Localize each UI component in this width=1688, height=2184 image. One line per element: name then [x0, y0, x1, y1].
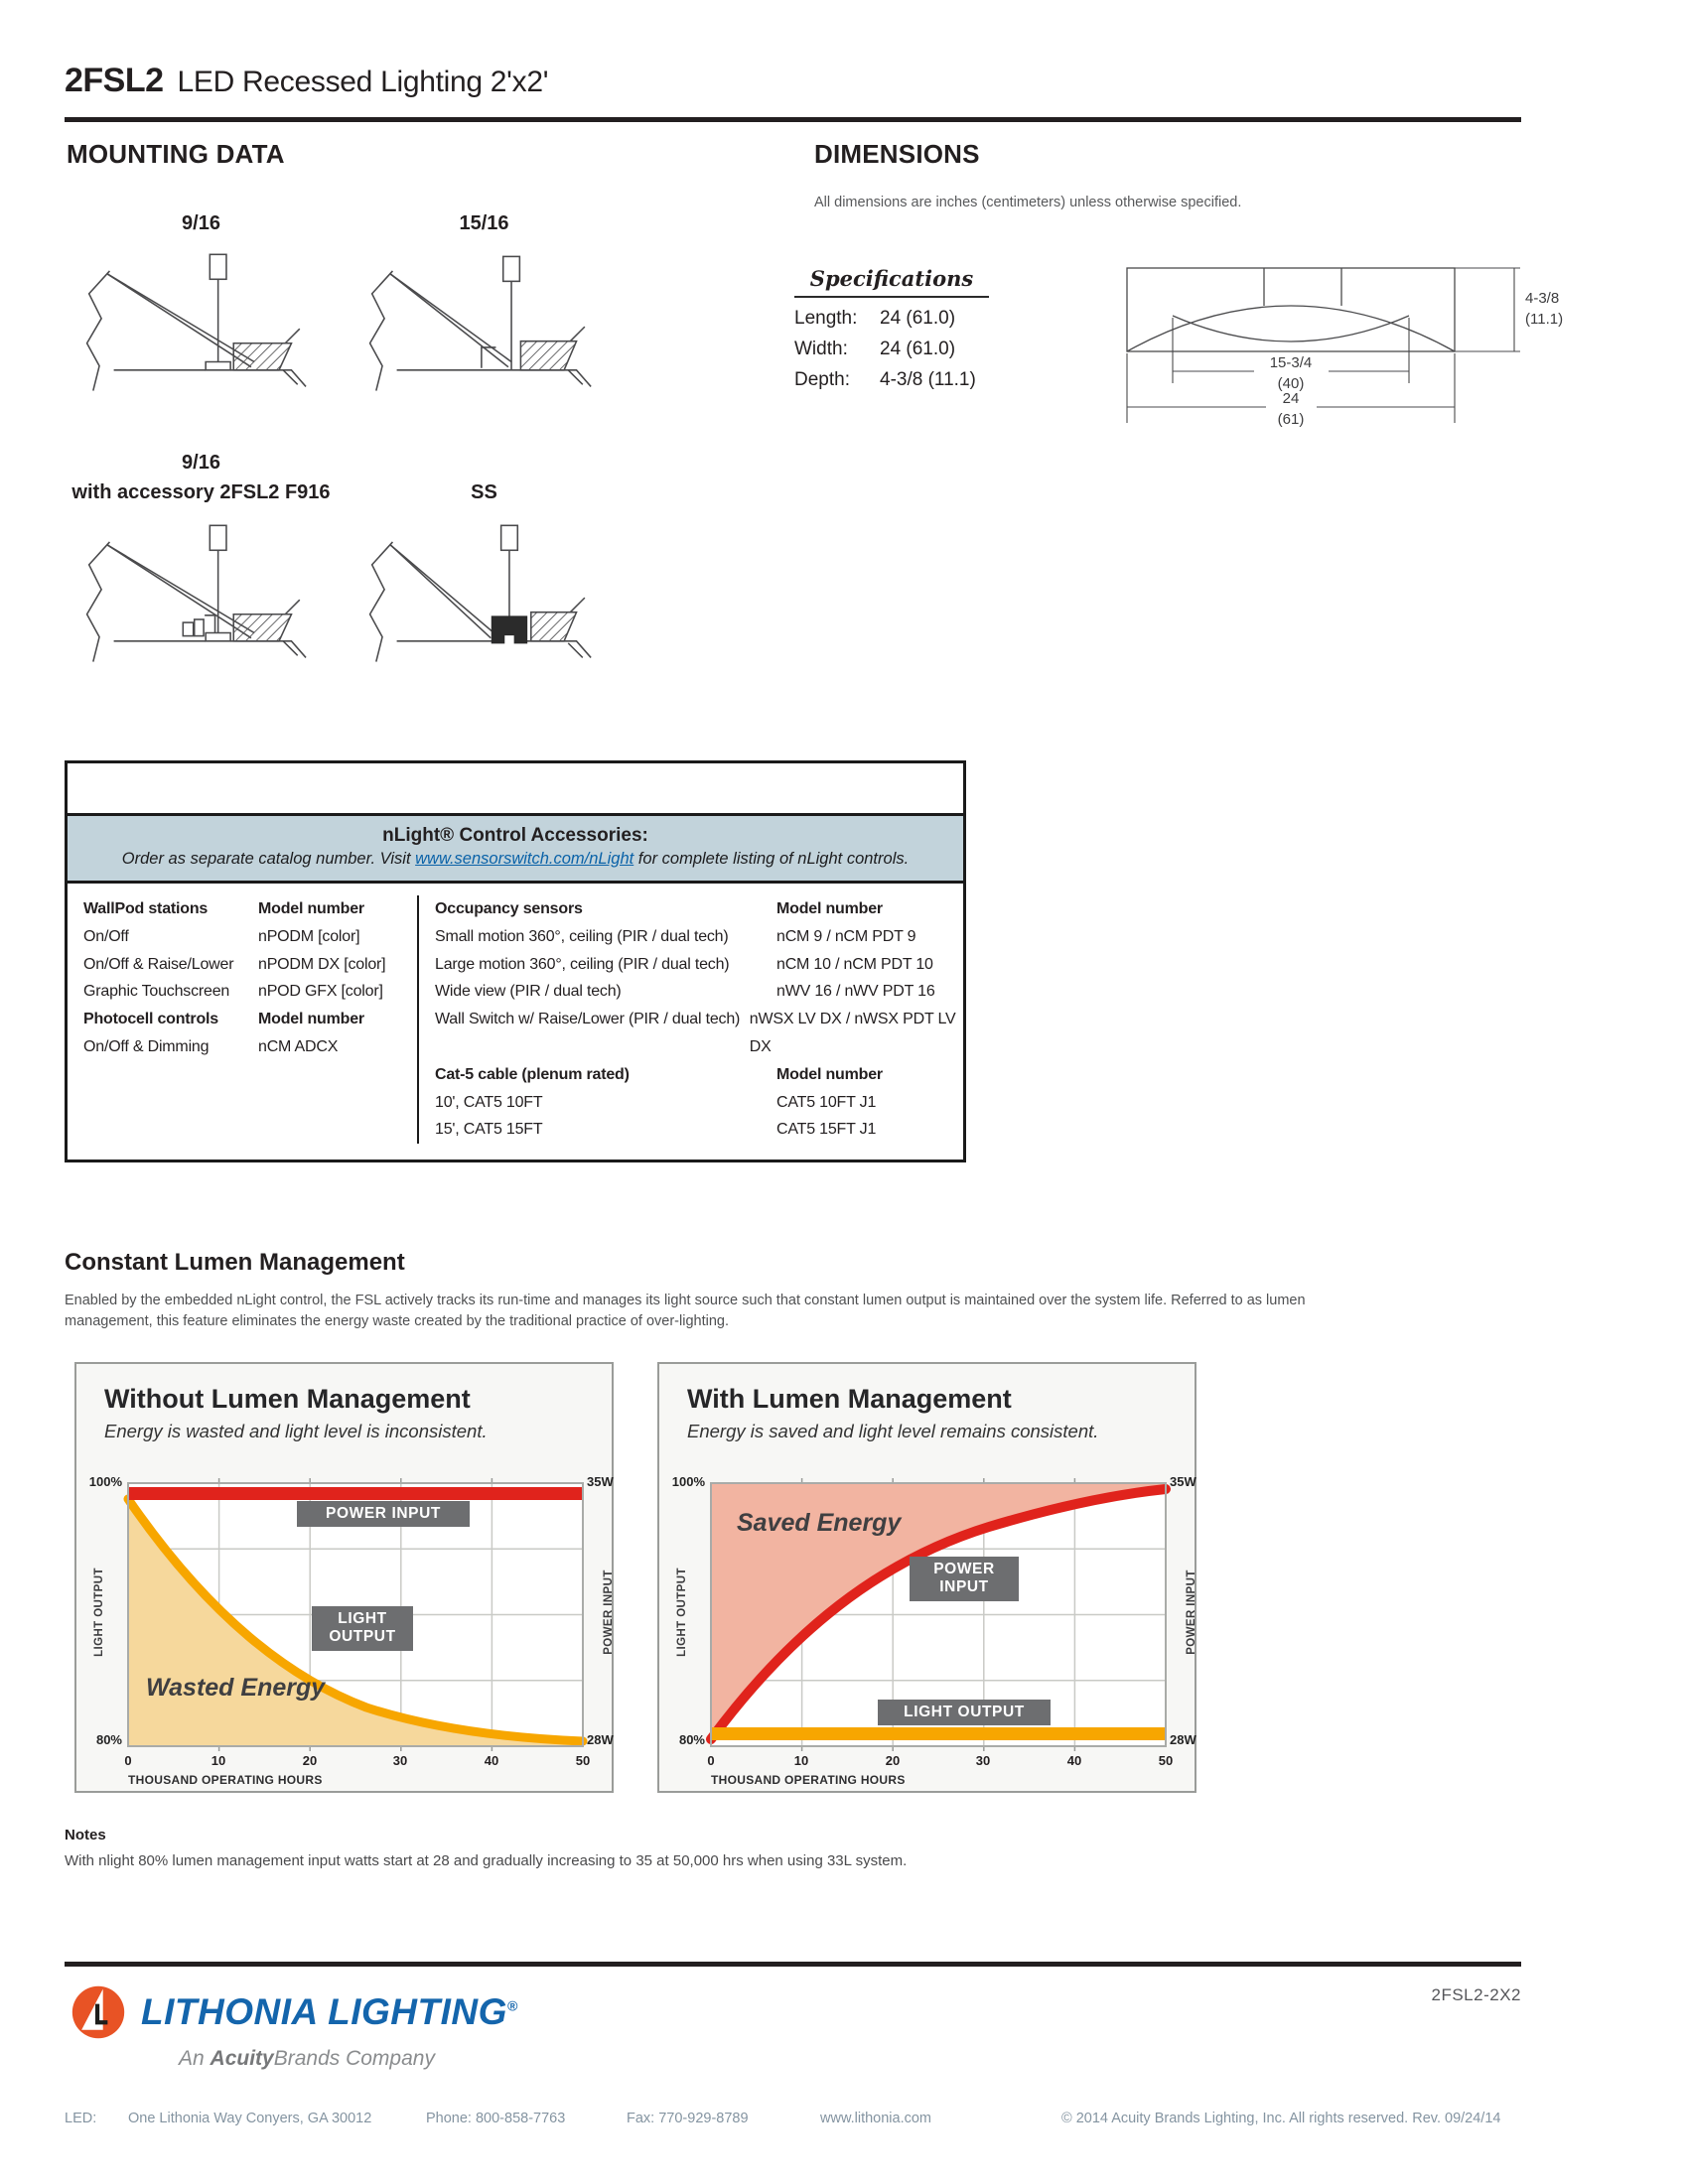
x-axis-label: THOUSAND OPERATING HOURS — [128, 1773, 323, 1787]
contact-address: One Lithonia Way Conyers, GA 30012 — [128, 2111, 372, 2126]
chart-title: With Lumen Management — [687, 1384, 1012, 1414]
y-left-axis-label: LIGHT OUTPUT — [676, 1568, 688, 1657]
tagline-rest: Brands Company — [273, 2047, 435, 2070]
table-row — [435, 978, 963, 1006]
chart-title: Without Lumen Management — [104, 1384, 471, 1414]
lithonia-wordmark — [141, 1991, 518, 2033]
x-tick: 40 — [1066, 1753, 1082, 1768]
table-row — [83, 1006, 417, 1033]
contact-phone: Phone: 800-858-7763 — [426, 2111, 566, 2126]
dimensions-note: All dimensions are inches (centimeters) unless otherwise specified. — [814, 195, 1242, 210]
cell-label: Graphic Touchscreen — [83, 983, 230, 1001]
spec-label: Length: — [794, 308, 858, 329]
contact-led: LED: — [65, 2111, 97, 2126]
subtitle-suffix: for complete listing of nLight controls. — [633, 850, 910, 868]
spec-label: Width: — [794, 339, 848, 359]
chart-subtitle: Energy is wasted and light level is inconsistent. — [104, 1421, 488, 1441]
specifications-block — [794, 266, 989, 400]
dimensions-heading: DIMENSIONS — [814, 139, 980, 169]
hatched-block — [233, 614, 291, 641]
inner-width-label: 15-3/4 — [1269, 354, 1313, 371]
wordmark-text: LITHONIA LIGHTING — [141, 1991, 507, 2032]
table-row — [435, 951, 963, 979]
cell-label: 15', CAT5 15FT — [435, 1121, 543, 1139]
x-tick: 50 — [1158, 1753, 1174, 1768]
cell-label: Wall Switch w/ Raise/Lower (PIR / dual tech) — [435, 1011, 741, 1028]
cell-label: On/Off & Dimming — [83, 1037, 210, 1055]
diagram-label: 15/16 — [459, 212, 509, 234]
chart-panel-with-lumen-management — [657, 1362, 1196, 1793]
cell-label: 10', CAT5 10FT — [435, 1093, 543, 1111]
spec-value: 4-3/8 (11.1) — [880, 369, 976, 390]
mounting-diagram-916-f916 — [72, 517, 331, 672]
cell-value: nPODM DX [color] — [258, 955, 386, 973]
table-row — [83, 978, 417, 1006]
table-subtitle — [79, 850, 951, 869]
cell-value: nPOD GFX [color] — [258, 983, 383, 1001]
y-right-min-label: 28W — [587, 1732, 614, 1747]
power-input-tag-line2: INPUT — [939, 1578, 989, 1596]
inner-width-cm-label: (40) — [1277, 375, 1305, 392]
tagline-an: An — [179, 2047, 211, 2070]
x-tick: 20 — [885, 1753, 901, 1768]
cell-label: Wide view (PIR / dual tech) — [435, 983, 622, 1001]
cell-value: nCM 10 / nCM PDT 10 — [776, 955, 933, 973]
diagram-label-spacer — [343, 448, 626, 478]
cell-value: CAT5 15FT J1 — [776, 1121, 877, 1139]
spec-row — [794, 339, 989, 360]
x-tick: 30 — [975, 1753, 991, 1768]
x-tick: 20 — [302, 1753, 318, 1768]
cell-value: nWV 16 / nWV PDT 16 — [776, 983, 935, 1001]
table-row — [435, 1089, 963, 1117]
product-title: LED Recessed Lighting 2'x2' — [177, 66, 549, 98]
cell-value: nCM 9 / nCM PDT 9 — [776, 927, 916, 945]
cell-value: Model number — [776, 900, 883, 917]
mounting-cell-916 — [60, 210, 343, 406]
table-row — [435, 1116, 963, 1144]
table-title: nLight® Control Accessories: — [382, 825, 648, 846]
cell-value: nCM ADCX — [258, 1037, 339, 1055]
y-right-max-label: 35W — [1170, 1474, 1196, 1489]
x-tick: 0 — [707, 1753, 715, 1768]
light-output-tag-line2: OUTPUT — [329, 1628, 396, 1646]
table-row — [83, 895, 417, 923]
clm-paragraph: Enabled by the embedded nLight control, the FSL actively tracks its run-time and manages its light source such that constant lumen output is maintained over the system life. Referred to as lumen management, this feature eliminates the energy waste created by the traditional practice of over-lighting. — [65, 1293, 1306, 1329]
cell-label: WallPod stations — [83, 900, 209, 917]
y-right-axis-label: POWER INPUT — [603, 1570, 615, 1655]
diagram-label: SS — [471, 481, 497, 503]
x-tick: 10 — [793, 1753, 809, 1768]
contact-website[interactable]: www.lithonia.com — [820, 2111, 932, 2126]
table-top-strip — [68, 763, 963, 816]
saved-energy-label: Saved Energy — [737, 1509, 902, 1537]
footer-divider — [65, 1962, 1521, 1967]
subtitle-prefix: Order as separate catalog number. Visit — [121, 850, 416, 868]
spec-label: Depth: — [794, 369, 850, 390]
outer-width-cm-label: (61) — [1277, 411, 1305, 428]
diagram-label: 9/16 — [182, 452, 220, 474]
mounting-cell-1516 — [343, 210, 626, 406]
cell-value: CAT5 10FT J1 — [776, 1093, 877, 1111]
cell-value: Model number — [776, 1065, 883, 1083]
cell-value: nPODM [color] — [258, 927, 360, 945]
table-row — [435, 1061, 963, 1089]
hatched-block — [530, 613, 576, 641]
logo-row — [70, 1983, 518, 2041]
clm-heading: Constant Lumen Management — [65, 1249, 405, 1276]
table-right-section — [417, 895, 963, 1144]
diagram-label: 9/16 — [182, 212, 220, 234]
spec-value: 24 (61.0) — [880, 308, 956, 329]
table-row — [435, 923, 963, 951]
hatched-block — [520, 341, 576, 370]
y-left-axis-label: LIGHT OUTPUT — [93, 1568, 105, 1657]
x-tick: 10 — [211, 1753, 226, 1768]
y-left-max-label: 100% — [88, 1474, 122, 1489]
x-tick: 50 — [575, 1753, 591, 1768]
mounting-row-2 — [60, 448, 635, 677]
light-output-tag: LIGHT OUTPUT — [878, 1700, 1051, 1725]
dimension-drawing — [1115, 256, 1582, 440]
cell-value: Model number — [258, 900, 364, 917]
document-code: 2FSL2-2X2 — [1431, 1985, 1521, 2004]
wasted-energy-label: Wasted Energy — [146, 1674, 326, 1702]
y-right-max-label: 35W — [587, 1474, 614, 1489]
cell-label: Photocell controls — [83, 1011, 218, 1028]
spec-row — [794, 369, 989, 391]
x-axis-label: THOUSAND OPERATING HOURS — [711, 1773, 906, 1787]
specifications-title: Specifications — [794, 266, 989, 298]
page-header — [65, 62, 548, 100]
mounting-diagram-ss — [355, 517, 614, 672]
fixture-profile — [1127, 268, 1455, 351]
acuity-tagline — [179, 2047, 518, 2071]
power-input-tag — [910, 1557, 1019, 1601]
lithonia-logo-icon — [70, 1983, 127, 2041]
power-input-band — [128, 1487, 583, 1500]
cell-label: Small motion 360°, ceiling (PIR / dual tech) — [435, 927, 729, 945]
table-row — [83, 951, 417, 979]
x-tick: 40 — [484, 1753, 499, 1768]
product-model: 2FSL2 — [65, 62, 164, 99]
cell-label: Large motion 360°, ceiling (PIR / dual tech) — [435, 955, 730, 973]
outer-width-label: 24 — [1282, 390, 1300, 407]
sensorswitch-link[interactable]: www.sensorswitch.com/nLight — [415, 850, 634, 868]
y-left-min-label: 80% — [95, 1732, 122, 1747]
y-right-min-label: 28W — [1170, 1732, 1196, 1747]
x-tick: 0 — [124, 1753, 132, 1768]
depth-label: 4-3/8 — [1525, 290, 1560, 307]
diagram-sublabel: with accessory 2FSL2 F916 — [71, 481, 331, 503]
mounting-data-heading: MOUNTING DATA — [67, 139, 285, 169]
spec-row — [794, 308, 989, 330]
mounting-diagram-1516 — [355, 246, 614, 401]
cell-value: nWSX LV DX / nWSX PDT LV DX — [749, 1011, 956, 1055]
mounting-diagram-916 — [72, 246, 331, 401]
cell-label: Occupancy sensors — [435, 900, 583, 917]
table-body — [68, 884, 963, 1160]
spec-value: 24 (61.0) — [880, 339, 956, 359]
power-input-tag-line1: POWER — [933, 1561, 995, 1577]
y-right-axis-label: POWER INPUT — [1186, 1570, 1197, 1655]
table-row — [83, 1033, 417, 1061]
header-divider — [65, 117, 1521, 122]
table-left-section — [68, 895, 417, 1144]
hatched-block — [233, 343, 291, 370]
light-output-tag-line1: LIGHT — [338, 1610, 387, 1627]
mounting-diagrams — [60, 210, 635, 677]
notes-heading: Notes — [65, 1827, 106, 1843]
table-header-band — [68, 816, 963, 884]
mounting-cell-916-f916 — [60, 448, 343, 677]
chart-subtitle: Energy is saved and light level remains consistent. — [687, 1421, 1099, 1441]
light-output-band — [711, 1727, 1166, 1740]
table-row — [435, 895, 963, 923]
mounting-row-1 — [60, 210, 635, 406]
contact-copyright: © 2014 Acuity Brands Lighting, Inc. All rights reserved. Rev. 09/24/14 — [1061, 2111, 1501, 2126]
light-output-tag — [312, 1606, 413, 1651]
cell-label: On/Off — [83, 927, 129, 945]
cell-label: Cat-5 cable (plenum rated) — [435, 1065, 630, 1083]
y-left-max-label: 100% — [671, 1474, 705, 1489]
contact-fax: Fax: 770-929-8789 — [627, 2111, 749, 2126]
table-row — [83, 923, 417, 951]
x-tick: 30 — [392, 1753, 408, 1768]
dimension-lines — [1127, 268, 1520, 423]
registered-mark: ® — [506, 1997, 518, 2014]
power-input-tag: POWER INPUT — [297, 1501, 470, 1527]
chart-panel-without-lumen-management — [74, 1362, 614, 1793]
tagline-acuity: Acuity — [210, 2047, 274, 2070]
y-left-min-label: 80% — [678, 1732, 705, 1747]
cell-value: Model number — [258, 1011, 364, 1028]
nlight-accessories-table — [65, 760, 966, 1162]
mounting-cell-ss — [343, 448, 626, 677]
ss-channel — [492, 616, 526, 643]
notes-body: With nlight 80% lumen management input watts start at 28 and gradually increasing to 35 at 50,000 hrs when using 33L system. — [65, 1852, 908, 1869]
table-row — [435, 1006, 963, 1061]
depth-cm-label: (11.1) — [1525, 311, 1564, 328]
cell-label: On/Off & Raise/Lower — [83, 955, 234, 973]
lithonia-logo — [70, 1983, 518, 2071]
